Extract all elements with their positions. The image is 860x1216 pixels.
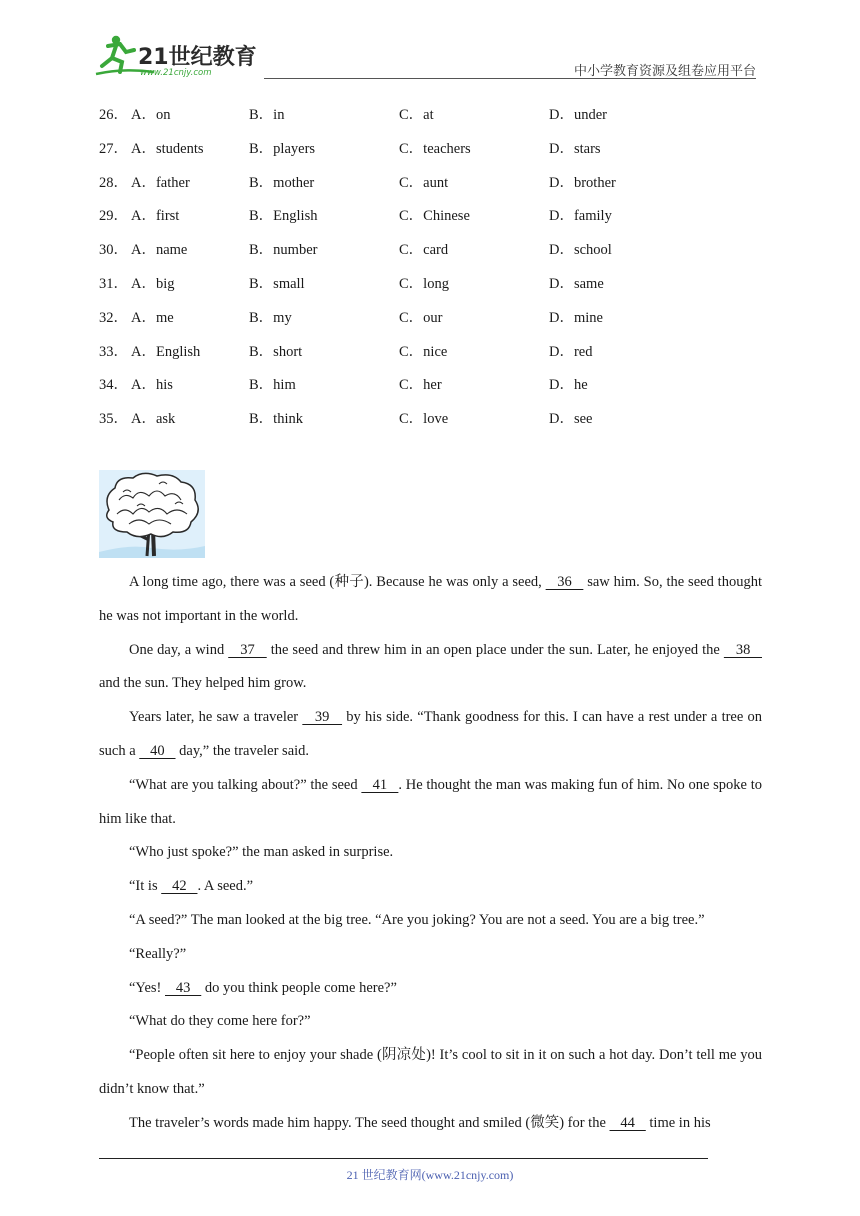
passage-text: “Who just spoke?” the man asked in surprise. [129, 844, 394, 861]
option-d: D．red [549, 343, 593, 360]
option-row [99, 205, 779, 239]
option-row [99, 408, 779, 442]
option-row [99, 239, 779, 273]
option-b: B．my [249, 309, 292, 326]
option-b: B．mother [249, 174, 315, 191]
question-number: 30． [99, 242, 128, 259]
answer-blank: 40 [139, 742, 176, 759]
passage-paragraph [99, 972, 762, 1006]
passage-paragraph [99, 566, 762, 634]
passage-text: “Really?” [129, 945, 187, 962]
option-c: C．nice [399, 343, 448, 360]
passage-text: do you think people come here?” [201, 979, 397, 996]
tree-illustration [99, 470, 205, 558]
option-b: B．in [249, 107, 285, 123]
option-a: A．father [131, 174, 190, 191]
page-header [0, 0, 860, 82]
question-number: 32． [99, 309, 128, 326]
passage-paragraph [99, 701, 762, 769]
option-a: A．on [131, 107, 171, 123]
passage-text: and the sun. They helped him grow. [99, 675, 307, 692]
passage-paragraph [99, 1005, 762, 1039]
answer-blank: 43 [165, 979, 202, 996]
question-number: 26． [99, 107, 128, 123]
answer-blank: 41 [361, 776, 399, 793]
header-platform-name: 中小学教育资源及组卷应用平台 [573, 64, 756, 79]
passage-text: . A seed.” [197, 878, 254, 895]
option-b: B．number [249, 242, 318, 259]
passage-text: One day, a wind [129, 641, 229, 658]
option-row [99, 374, 779, 408]
answer-blank: 44 [609, 1114, 646, 1131]
option-d: D．mine [549, 309, 603, 326]
option-row [99, 104, 779, 138]
question-number: 28． [99, 174, 128, 191]
option-d: D．stars [549, 140, 601, 157]
option-c: C．love [399, 411, 449, 428]
passage-text: “What are you talking about?” the seed [129, 776, 362, 793]
passage-text: the seed and threw him in an open place under the sun. Later, he enjoyed the [266, 641, 724, 658]
passage-text: . He thought the man was making fun of him. No one spoke to him like that. [99, 776, 763, 827]
question-number: 35． [99, 411, 128, 428]
question-number: 34． [99, 377, 128, 394]
passage-text: The traveler’s words made him happy. The seed thought and smiled (微笑) for the [129, 1114, 610, 1131]
passage-text: “Yes! [129, 979, 165, 996]
answer-blank: 39 [302, 709, 343, 726]
answer-blank: 42 [161, 878, 198, 895]
option-c: C．her [399, 377, 442, 394]
passage-text: A long time ago, there was a seed (种子). Because he was only a seed, [129, 574, 546, 590]
option-a: A．big [131, 275, 175, 292]
option-d: D．he [549, 377, 588, 394]
option-d: D．under [549, 107, 607, 123]
option-d: D．see [549, 411, 593, 428]
option-a: A．ask [131, 411, 176, 428]
option-b: B．him [249, 377, 296, 394]
option-b: B．short [249, 343, 303, 360]
passage-paragraph [99, 769, 762, 837]
option-row [99, 172, 779, 206]
passage-paragraph [99, 634, 762, 702]
option-d: D．school [549, 242, 612, 259]
option-row [99, 273, 779, 307]
option-a: A．his [131, 377, 173, 394]
option-row [99, 341, 779, 375]
option-d: D．same [549, 275, 604, 292]
passage-text: day,” the traveler said. [175, 742, 310, 759]
option-c: C．our [399, 309, 443, 326]
logo [94, 34, 264, 78]
passage-text: saw him. So, the seed thought he was not important in the world. [99, 574, 762, 624]
option-c: C．Chinese [399, 208, 470, 225]
option-a: A．students [131, 140, 204, 157]
passage-paragraph [99, 938, 762, 972]
passage-text: by his side. “Thank goodness for this. I can have a rest under a tree on such a [99, 709, 762, 759]
passage-paragraph [99, 870, 762, 904]
logo-url: www.21cnjy.com [140, 68, 212, 78]
footer-divider [99, 1158, 708, 1159]
passage-text: time in his [645, 1114, 711, 1131]
answer-blank: 37 [228, 641, 267, 658]
option-c: C．card [399, 242, 449, 259]
answer-blank: 38 [723, 641, 762, 658]
option-a: A．name [131, 242, 188, 259]
header-divider [264, 78, 756, 79]
logo-text: 21世纪教育 [138, 45, 257, 70]
answer-blank: 36 [545, 574, 584, 590]
passage-paragraph [99, 1107, 762, 1141]
option-b: B．players [249, 140, 316, 157]
option-c: C．at [399, 107, 434, 123]
option-row [99, 138, 779, 172]
passage-text: Years later, he saw a traveler [129, 709, 303, 726]
passage-text: “What do they come here for?” [129, 1013, 311, 1030]
reading-passage [99, 566, 762, 1141]
question-number: 31． [99, 275, 128, 292]
option-b: B．English [249, 208, 318, 225]
option-d: D．brother [549, 174, 616, 191]
passage-paragraph [99, 904, 762, 938]
option-c: C．aunt [399, 174, 449, 191]
option-b: B．think [249, 411, 303, 428]
footer-source: 21 世纪教育网(www.21cnjy.com) [346, 1168, 514, 1182]
option-a: A．English [131, 343, 201, 360]
passage-paragraph [99, 1039, 762, 1107]
option-a: A．first [131, 208, 180, 225]
passage-text: “It is [129, 878, 162, 895]
option-c: C．teachers [399, 140, 471, 157]
option-b: B．small [249, 275, 305, 292]
passage-paragraph [99, 836, 762, 870]
question-number: 27． [99, 140, 128, 157]
passage-text: “People often sit here to enjoy your shade (阴凉处)! It’s cool to sit in it on such a hot day. Don’t tell me you didn’t know that.” [99, 1047, 762, 1097]
option-a: A．me [131, 309, 174, 326]
passage-text: “A seed?” The man looked at the big tree. “Are you joking? You are not a seed. You are a big tree.” [129, 911, 705, 928]
option-table [99, 104, 779, 442]
option-row [99, 307, 779, 341]
question-number: 29． [99, 208, 128, 225]
option-d: D．family [549, 208, 612, 225]
question-number: 33． [99, 343, 128, 360]
option-c: C．long [399, 275, 449, 292]
